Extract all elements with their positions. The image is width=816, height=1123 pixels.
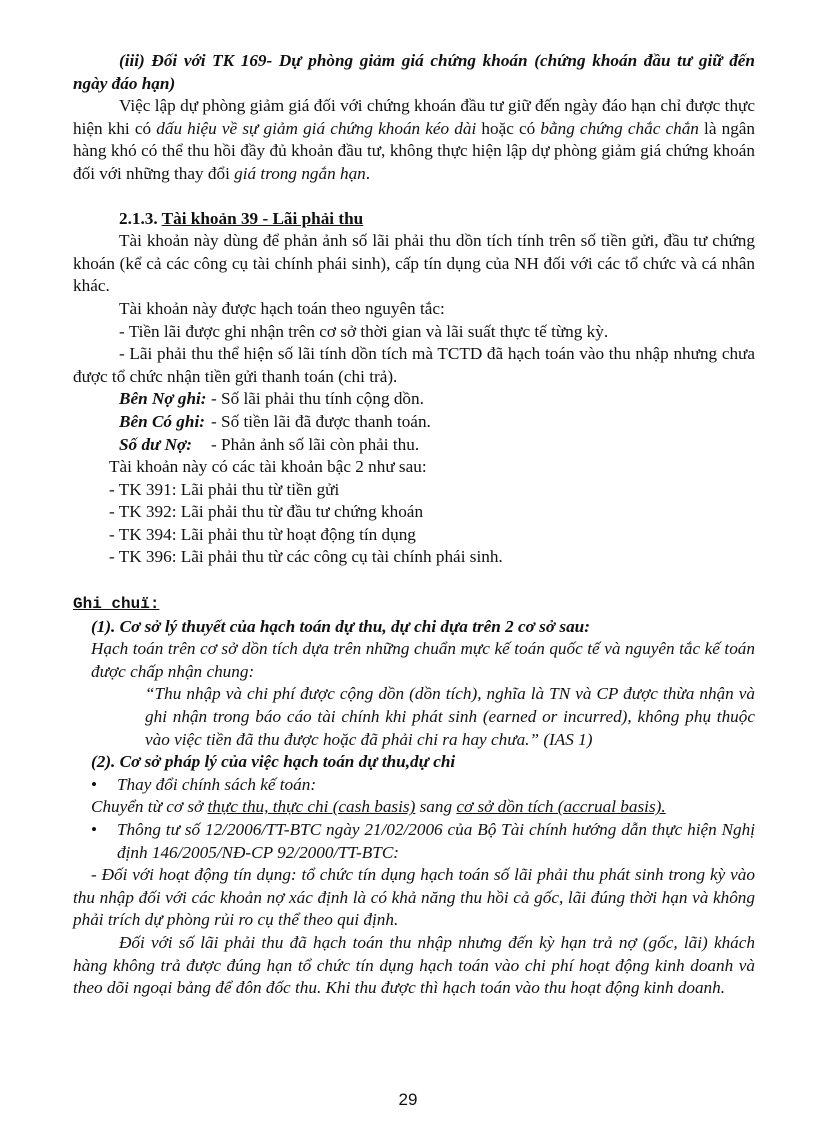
section-213-heading: 2.1.3. Tài khoản 39 - Lãi phải thu	[119, 208, 364, 228]
section-213-p1: Tài khoản này dùng để phản ảnh số lãi phải thu dồn tích tính trên số tiền gửi, đầu tư chứng khoán (kể cả các công cụ tài chính phái sinh), cấp tín dụng của NH đối với các tổ chức và cá nhân khác.	[73, 231, 755, 296]
section-213-p3: - Tiền lãi được ghi nhận trên cơ sở thời gian và lãi suất thực tế từng kỳ.	[119, 321, 609, 341]
note-heading-2: (2). Cơ sở pháp lý của việc hạch toán dự thu,dự chi	[91, 752, 456, 772]
section-iii-paragraph: Việc lập dự phòng giảm giá đối với chứng khoán đầu tư giữ đến ngày đáo hạn chỉ được thực hiện khi có dấu hiệu về sự giảm giá chứng khoán kéo dài hoặc có bằng chứng chắc chắn là ngân hàng khó có thể thu hồi đầy đủ khoản đầu tư, không thực hiện lập dự phòng giảm giá chứng khoán đối với những thay đổi giá trong ngắn hạn.	[73, 96, 756, 183]
sub-account-item: - TK 391: Lãi phải thu từ tiền gửi	[109, 479, 340, 499]
note-bullet-2: • Thông tư số 12/2006/TT-BTC ngày 21/02/2006 của Bộ Tài chính hướng dẫn thực hiện Nghị định 146/2005/NĐ-CP 92/2000/TT-BTC:	[91, 820, 755, 862]
sub-account-item: - TK 396: Lãi phải thu từ các công cụ tài chính phái sinh.	[109, 547, 503, 567]
sub-account-item: - TK 392: Lãi phải thu từ đầu tư chứng khoán	[109, 502, 424, 522]
sub-accounts-intro: Tài khoản này có các tài khoản bậc 2 như sau:	[109, 457, 427, 477]
section-iii-heading: (iii) Đối với TK 169- Dự phòng giảm giá chứng khoán (chứng khoán đầu tư giữ đến ngày đáo hạn)	[73, 51, 755, 93]
page-number: 29	[398, 1090, 418, 1109]
entry-credit: Bên Có ghi: - Số tiền lãi đã được thanh toán.	[119, 411, 431, 431]
note-quote: “Thu nhập và chi phí được cộng dồn (dồn tích), nghĩa là TN và CP được thừa nhận và ghi nhận trong báo cáo tài chính khi phát sinh (earned or incurred), không phụ thuộc vào việc tiền đã thu được hoặc đã phải chi ra hay chưa.” (IAS 1)	[145, 684, 755, 749]
note-heading-1: (1). Cơ sở lý thuyết của hạch toán dự thu, dự chi dựa trên 2 cơ sở sau:	[91, 616, 590, 636]
note-bullet-1: • Thay đổi chính sách kế toán:	[91, 774, 317, 794]
entry-debit: Bên Nợ ghi: - Số lãi phải thu tính cộng dồn.	[119, 389, 424, 409]
document-page	[73, 50, 755, 1000]
note-paragraph-3: Đối với số lãi phải thu đã hạch toán thu nhập nhưng đến kỳ hạn trả nợ (gốc, lãi) khách hàng không trả được đúng hạn tổ chức tín dụng hạch toán vào chi phí hoạt động kinh doanh và theo dõi ngoại bảng để đôn đốc thu. Khi thu được thì hạch toán vào thu hoạt động kinh doanh.	[73, 932, 755, 998]
sub-account-item: - TK 394: Lãi phải thu từ hoạt động tín dụng	[109, 524, 416, 544]
note-paragraph-2: - Đối với hoạt động tín dụng: tổ chức tín dụng hạch toán số lãi phải thu phát sinh trong kỳ vào thu nhập đối với các khoản nợ xác định là có khả năng thu hồi cả gốc, lãi đúng thời hạn và không phải trích dự phòng rủi ro cụ thể theo qui định.	[73, 865, 755, 930]
section-213-p4: - Lãi phải thu thể hiện số lãi tính dồn tích mà TCTD đã hạch toán vào thu nhập nhưng chưa được tổ chức nhận tiền gửi thanh toán (chi trả).	[73, 344, 755, 386]
note-title: Ghi chuï:	[73, 595, 160, 614]
note-paragraph-1: Hạch toán trên cơ sở dồn tích dựa trên những chuẩn mực kế toán quốc tế và nguyên tắc kế toán được chấp nhận chung:	[91, 639, 755, 681]
entry-balance: Số dư Nợ: - Phản ảnh số lãi còn phải thu.	[119, 434, 420, 454]
section-213-p2: Tài khoản này được hạch toán theo nguyên tắc:	[119, 298, 445, 318]
note-shift-line: Chuyển từ cơ sở thực thu, thực chi (cash basis) sang cơ sở dồn tích (accrual basis).	[91, 797, 666, 817]
